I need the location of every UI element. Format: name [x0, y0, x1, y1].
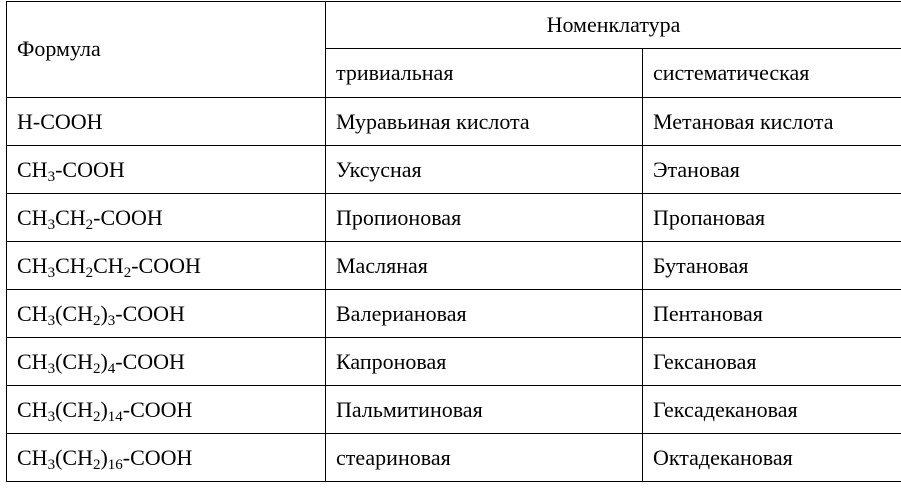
formula-text: -COOH: [122, 444, 193, 470]
systematic-name-cell: Пентановая: [643, 290, 901, 338]
table-row: [7, 386, 901, 434]
formula-text: (CH: [55, 300, 93, 326]
formula-cell: [7, 290, 326, 338]
formula-text: (CH: [55, 348, 93, 374]
formula-cell: [7, 194, 326, 242]
systematic-name-cell: Гексадекановая: [643, 386, 901, 434]
systematic-name-cell: Гексановая: [643, 338, 901, 386]
formula-text: CH: [17, 348, 48, 374]
formula-text: CH: [17, 300, 48, 326]
formula-subscript: 2: [123, 264, 132, 281]
table-row: [7, 194, 901, 242]
systematic-name-cell: Октадекановая: [643, 434, 901, 482]
formula-cell: [7, 386, 326, 434]
formula-subscript: 14: [107, 408, 123, 425]
formula-text: ): [100, 300, 108, 326]
header-trivial: тривиальная: [326, 49, 643, 98]
formula-text: CH: [17, 444, 48, 470]
formula-text: -COOH: [93, 204, 163, 230]
trivial-name-cell: Уксусная: [326, 146, 643, 194]
acids-nomenclature-table: [6, 1, 901, 482]
formula-subscript: 2: [85, 264, 94, 281]
formula-text: (CH: [55, 396, 93, 422]
formula-subscript: 2: [92, 456, 101, 473]
formula-text: -COOH: [115, 300, 185, 326]
systematic-name-cell: Этановая: [643, 146, 901, 194]
formula-text: -COOH: [131, 252, 201, 278]
formula-subscript: 3: [47, 456, 56, 473]
formula-subscript: 3: [47, 408, 56, 425]
formula-subscript: 2: [85, 216, 94, 233]
trivial-name-cell: Пальмитиновая: [326, 386, 643, 434]
header-nomenclature: Номенклатура: [326, 2, 901, 49]
formula-text: CH: [17, 396, 48, 422]
formula-cell: [7, 338, 326, 386]
systematic-name-cell: Бутановая: [643, 242, 901, 290]
formula-subscript: 3: [47, 360, 56, 377]
trivial-name-cell: Валериановая: [326, 290, 643, 338]
formula-text: CH: [55, 252, 86, 278]
table-row: [7, 242, 901, 290]
formula-text: -COOH: [115, 348, 185, 374]
formula-subscript: 2: [92, 312, 101, 329]
formula-text: ): [100, 396, 108, 422]
table-row: [7, 98, 901, 146]
trivial-name-cell: стеариновая: [326, 434, 643, 482]
formula-subscript: 3: [47, 264, 56, 281]
formula-text: ): [100, 348, 108, 374]
formula-text: -COOH: [55, 156, 125, 182]
formula-subscript: 3: [107, 312, 116, 329]
systematic-name-cell: Пропановая: [643, 194, 901, 242]
formula-text: CH: [55, 204, 86, 230]
formula-text: CH: [17, 204, 48, 230]
formula-subscript: 2: [92, 360, 101, 377]
header-systematic: систематическая: [643, 49, 901, 98]
trivial-name-cell: Капроновая: [326, 338, 643, 386]
trivial-name-cell: Пропионовая: [326, 194, 643, 242]
formula-cell: [7, 242, 326, 290]
formula-text: CH: [17, 252, 48, 278]
table-row: [7, 290, 901, 338]
formula-cell: [7, 98, 326, 146]
table-row: [7, 434, 901, 482]
table-row: [7, 146, 901, 194]
systematic-name-cell: Метановая кислота: [643, 98, 901, 146]
formula-text: CH: [93, 252, 124, 278]
table-row: [7, 338, 901, 386]
header-row-top: [7, 2, 901, 49]
formula-text: H-COOH: [17, 108, 103, 134]
formula-subscript: 3: [47, 168, 56, 185]
formula-text: ): [100, 444, 108, 470]
trivial-name-cell: Муравьиная кислота: [326, 98, 643, 146]
formula-text: -COOH: [122, 396, 193, 422]
formula-subscript: 4: [107, 360, 116, 377]
formula-text: (CH: [55, 444, 93, 470]
formula-cell: [7, 146, 326, 194]
header-formula: Формула: [7, 2, 326, 98]
formula-cell: [7, 434, 326, 482]
formula-subscript: 16: [107, 456, 123, 473]
trivial-name-cell: Масляная: [326, 242, 643, 290]
formula-subscript: 2: [92, 408, 101, 425]
formula-subscript: 3: [47, 312, 56, 329]
formula-subscript: 3: [47, 216, 56, 233]
formula-text: CH: [17, 156, 48, 182]
